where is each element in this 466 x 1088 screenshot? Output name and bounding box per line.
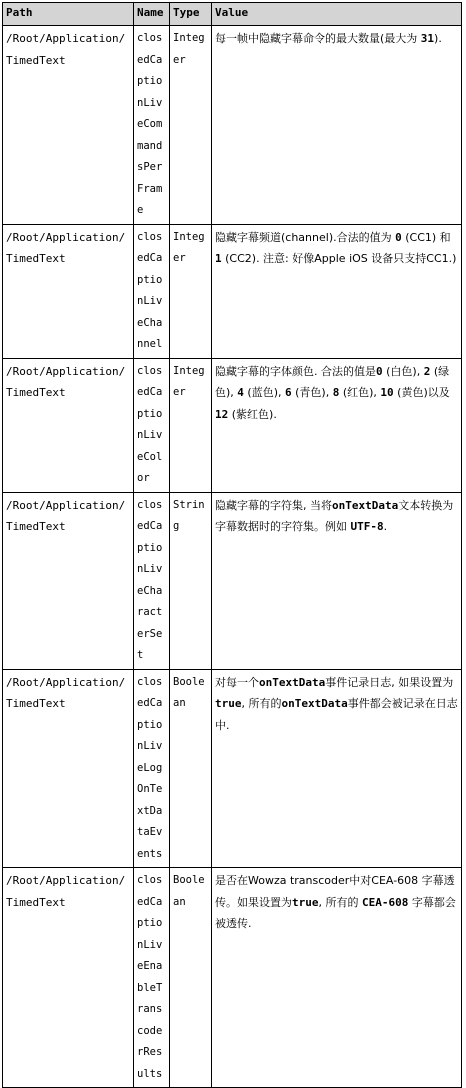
value-emphasis: onTextData <box>332 498 399 512</box>
header-name: Name <box>134 3 170 26</box>
cell-name: closedCaptionLiveChannel <box>134 224 170 358</box>
header-row <box>3 3 462 26</box>
cell-value <box>212 358 462 492</box>
cell-type: Integer <box>170 358 212 492</box>
value-text: 字幕都会被透传. <box>215 895 456 930</box>
table-row <box>3 224 462 358</box>
cell-value <box>212 26 462 225</box>
value-emphasis: 10 <box>380 386 394 399</box>
table-row <box>3 669 462 868</box>
value-text: . <box>383 520 388 533</box>
value-emphasis: 31 <box>420 32 435 45</box>
value-text: ). <box>434 32 442 45</box>
value-emphasis: 2 <box>423 364 431 378</box>
cell-name: closedCaptionLiveLogOnTextDataEvents <box>134 669 170 868</box>
cell-value <box>212 868 462 1088</box>
value-text: (绿色), <box>215 364 450 399</box>
value-emphasis: true <box>215 697 242 710</box>
cell-value <box>212 224 462 358</box>
header-type: Type <box>170 3 212 26</box>
cell-path: /Root/Application/TimedText <box>3 868 134 1088</box>
value-text: 文本转换为字幕数据时的字符集。例如 <box>215 498 454 533</box>
cell-path: /Root/Application/TimedText <box>3 224 134 358</box>
value-emphasis: 1 <box>215 252 222 265</box>
value-text: (紫红色). <box>228 407 277 421</box>
value-text: 隐藏字幕的字符集, 当将 <box>215 498 332 512</box>
table-row <box>3 26 462 225</box>
value-emphasis: 8 <box>332 386 340 399</box>
value-text: (白色), <box>382 364 424 378</box>
value-emphasis: true <box>292 895 319 909</box>
cell-type: Boolean <box>170 868 212 1088</box>
value-emphasis: 12 <box>215 407 229 421</box>
cell-path: /Root/Application/TimedText <box>3 492 134 669</box>
table-row <box>3 868 462 1088</box>
table-row <box>3 492 462 669</box>
table-header <box>3 3 462 26</box>
value-emphasis: CEA-608 <box>362 895 409 909</box>
cell-name: closedCaptionLiveColor <box>134 358 170 492</box>
value-text: 事件都会被记录在日志中. <box>215 697 458 732</box>
value-emphasis: 6 <box>285 386 292 399</box>
value-text: 是否在Wowza transcoder中对CEA-608 字幕透传。如果设置为 <box>215 874 455 909</box>
table-row <box>3 358 462 492</box>
value-emphasis: onTextData <box>281 697 348 710</box>
cell-path: /Root/Application/TimedText <box>3 26 134 225</box>
cell-type: Integer <box>170 224 212 358</box>
header-value: Value <box>212 3 462 26</box>
cell-value <box>212 492 462 669</box>
value-emphasis: UTF-8 <box>350 520 384 533</box>
cell-name: closedCaptionLiveEnableTranscoderResults <box>134 868 170 1088</box>
value-emphasis: onTextData <box>259 675 326 689</box>
cell-type: Boolean <box>170 669 212 868</box>
value-text: , 所有的 <box>318 895 362 909</box>
value-text: 隐藏字幕频道(channel).合法的值为 <box>215 230 396 244</box>
value-text: (青色), <box>291 386 333 399</box>
value-text: 事件记录日志, 如果设置为 <box>325 675 454 689</box>
value-text: (CC1) 和 <box>401 230 451 244</box>
value-text: (红色), <box>339 386 381 399</box>
cell-path: /Root/Application/TimedText <box>3 358 134 492</box>
value-text: 对每一个 <box>215 675 259 689</box>
value-text: (蓝色), <box>243 386 285 399</box>
cell-value <box>212 669 462 868</box>
value-emphasis: 4 <box>237 386 244 399</box>
table-body <box>3 26 462 1088</box>
cell-type: Integer <box>170 26 212 225</box>
value-text: , 所有的 <box>241 697 282 710</box>
cell-name: closedCaptionLiveCommandsPerFrame <box>134 26 170 225</box>
value-text: (CC2). 注意: 好像Apple iOS 设备只支持CC1.) <box>221 252 457 265</box>
header-path: Path <box>3 3 134 26</box>
cell-name: closedCaptionLiveCharacterSet <box>134 492 170 669</box>
value-text: (黄色)以及 <box>393 386 450 399</box>
value-text: 每一帧中隐藏字幕命令的最大数量(最大为 <box>215 32 421 45</box>
value-text: 隐藏字幕的字体颜色. 合法的值是 <box>215 364 376 378</box>
properties-table <box>2 2 462 1088</box>
value-emphasis: 0 <box>376 364 383 378</box>
cell-type: String <box>170 492 212 669</box>
value-emphasis: 0 <box>395 230 402 244</box>
cell-path: /Root/Application/TimedText <box>3 669 134 868</box>
